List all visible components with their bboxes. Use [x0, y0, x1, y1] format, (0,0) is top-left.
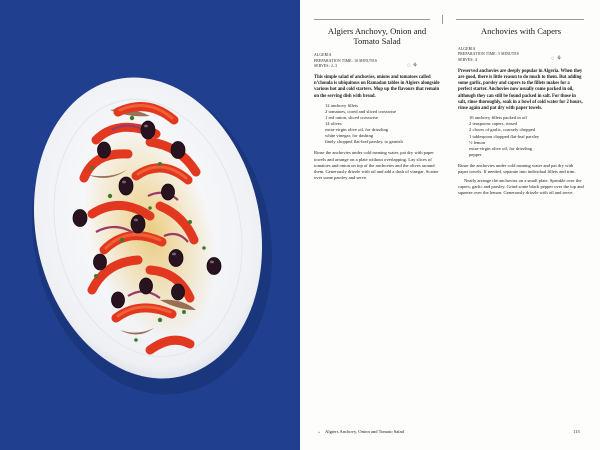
dietary-icons: ◌ ⚘ — [550, 56, 562, 63]
recipe-serves: SERVES: 2–3 — [314, 63, 338, 68]
ingredient-item: finely chopped flat-leaf parsley, to garnish — [325, 139, 403, 145]
ingredient-list — [469, 115, 584, 158]
ingredient-item: 2 tomatoes, cored and sliced crosswise — [325, 108, 397, 114]
ingredient-item: 12 anchovy fillets — [325, 102, 358, 108]
recipe-method-step: Neatly arrange the anchovies on a small plate. Sprinkle over the capers, garlic and parsley. Grind some black pepper over the top and squeeze over the lemon. Generously drizzle with oil and serve. — [458, 178, 584, 196]
ingredient-item: 1 tablespoon chopped flat-leaf parsley — [469, 133, 540, 139]
ingredient-item: extra-virgin olive oil, for drizzling — [325, 127, 389, 133]
top-rule-left — [314, 19, 430, 20]
arrow-right-icon: → — [316, 430, 321, 435]
prep-time-text: PREPARATION TIME: 10 MINUTES — [314, 58, 378, 63]
ingredient-item: pepper — [469, 151, 482, 157]
recipe-meta — [458, 47, 584, 63]
recipe-title: Algiers Anchovy, Onion and Tomato Salad — [327, 26, 427, 47]
recipe-column-right — [458, 26, 584, 199]
footer-caption: Algiers Anchovy, Onion and Tomato Salad — [325, 429, 404, 434]
ingredient-item: extra-virgin olive oil, for drizzling — [469, 145, 533, 151]
recipe-region: ALGERIA — [314, 53, 332, 58]
ingredient-item: 16 anchovy fillets packed in oil — [469, 115, 527, 121]
recipe-title: Anchovies with Capers — [480, 26, 562, 36]
recipe-serves: SERVES: 4 — [458, 57, 478, 62]
recipe-page — [300, 0, 600, 450]
recipe-method: Rinse the anchovies under cold running water, pat dry with paper towels and arrange on a plate without overlapping. Lay slices of tomatoes and onion on top of the anchovies and the olives around them. Generously drizzle with oil and add a dash of vinegar. Scatter over some parsley and serve. — [314, 150, 439, 180]
prep-time-text: PREPARATION TIME: 5 MINUTES — [458, 52, 520, 57]
ingredient-item: 14 olives — [325, 121, 342, 127]
ingredient-item: ½ lemon — [469, 139, 486, 145]
dietary-icons: ◌ ⚘ — [406, 62, 418, 69]
ingredient-list — [325, 103, 440, 146]
recipe-region: ALGERIA — [458, 47, 476, 52]
ingredient-item: 2 cloves of garlic, coarsely chopped — [469, 127, 536, 133]
ingredient-item: 2 teaspoons capers, rinsed — [469, 121, 517, 127]
running-footer — [316, 429, 404, 436]
ingredient-item: 1 red onion, sliced crosswise — [325, 115, 378, 121]
page-number: 113 — [573, 429, 580, 434]
top-rule-right — [456, 19, 584, 20]
ornament-icon — [438, 15, 447, 24]
recipe-column-left — [314, 26, 440, 184]
recipe-intro: This simple salad of anchovies, onions and tomatoes called n’chouda is ubiquitous on Ramadan tables in Algiers alongside various hot and cold starters. Mop up the flavours that remain on the serving dish with bread. — [314, 75, 440, 99]
recipe-method-step: Rinse the anchovies under cold running water and pat dry with paper towels. If needed, separate into individual fillets and trim. — [458, 162, 576, 174]
recipe-meta — [314, 53, 440, 69]
ingredient-item: white vinegar, for dashing — [325, 133, 374, 139]
recipe-intro: Preserved anchovies are deeply popular in Algeria. When they are good, there is little reason to do much to them. But adding some garlic, parsley and capers to the fillets makes for a perfect starter. Anchovies now usually come packed in oil, although they can still be found packed in salt. For those in salt, rinse thoroughly, soak in a bowl of cold water for 2 hours, rinse again and pat dry with paper towels. — [458, 68, 583, 112]
